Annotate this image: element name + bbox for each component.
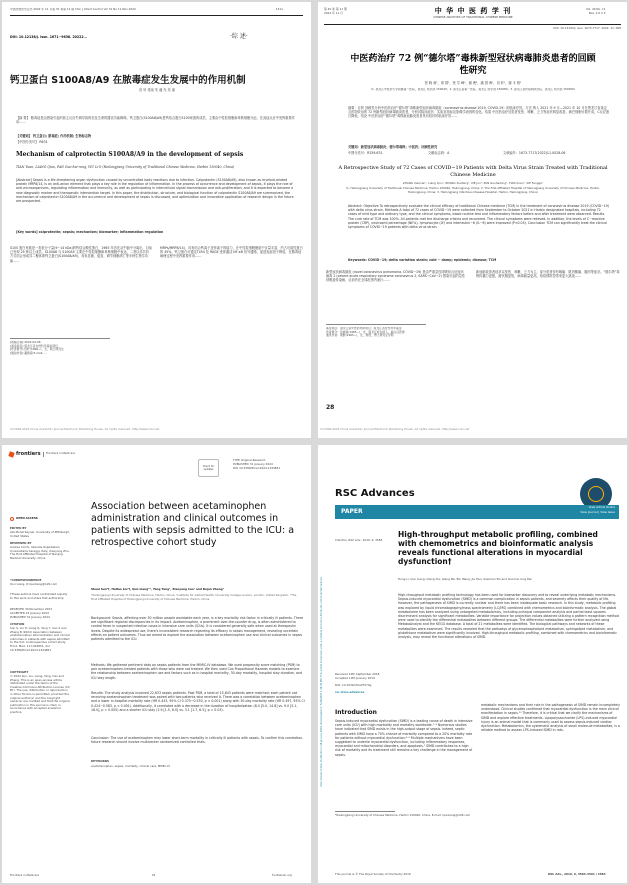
edited-by-label: EDITED BY [10, 526, 27, 530]
running-header-left: 中国急救医学杂志 2022 年 11 月第 31 卷第 11 期 Chin J Infect Control Vol 31 No 11 Nov 2022 [10, 8, 136, 11]
side-note-text: Open Access Article. Published on 28 January 2019. Downloaded on 5/26/2023 1:46:39 PM. This article is licensed under a Creative Commons Attribution 3.0 Unported Licence. [320, 576, 323, 787]
abstract-background: Background: Sepsis, affecting over 30 million people worldwide each year, is a key mortality risk factor in critically ill patients. There are significant regional discrepancies in its impact. Acetaminophen, a prominent over-the-counter drug, is often administered to control fever in suspected infection cases in intensive care units (ICUs). It is considered generally safe when used at therapeutic levels. Despite its widespread use, there's inconsistent research regarding its efficacy in sepsis management, revealing uncertain effects on patient outcomes. Thus we aimed to explore the association between acetaminophen use and clinical outcomes in sepsis patients admitted to the ICU. [91, 616, 304, 642]
open-access-icon [10, 517, 14, 521]
journal-name-en: CHINESE ARCHIVES OF TRADITIONAL CHINESE MEDICINE [433, 15, 513, 19]
received-date: RECEIVED 30 November 2023 [10, 607, 52, 611]
copyright-label: COPYRIGHT [10, 670, 29, 674]
reviewed-by-label: REVIEWED BY [10, 541, 32, 545]
running-header-right: · 1311 · [274, 7, 285, 11]
section-label: ·综 述· [230, 33, 248, 40]
citation-label: CITATION [10, 622, 25, 626]
open-access-side-note [320, 527, 327, 787]
body-column-left: 新型冠状病毒肺炎 (novel coronavirus pneumonia, COVID−19) 是由严重急性呼吸综合征冠状病毒 2 (severe acute respiratory syndrome coronavirus 2, SARS−CoV−2) 感染引起的急性呼吸道传染病，目前仍在全球范围内流行…… [326, 270, 466, 283]
keywords-label: KEYWORDS [91, 759, 110, 763]
doi: DOI: 10.12138/j. issn. 1671−9638. 20222... [10, 35, 88, 39]
title-cn: 钙卫蛋白 S100A8/A9 在脓毒症发生发展中的作用机制 [10, 75, 246, 86]
published-date-side: PUBLISHED 31 January 2024 [10, 615, 50, 619]
footnote: 基金项目：黑龙江省中医药科研项目；黑龙江省自然科学基金 作者简介：张晓南(1985−)，女，黑龙江哈尔滨人，副主任医师 通讯作者：梁群(1965−)，女，教授，博士研究生导师 [326, 327, 405, 338]
page-frontiers-acetaminophen [2, 445, 311, 883]
accepted-date: ACCEPTED 15 January 2024 [10, 611, 49, 615]
abstract-conclusion: Conclusion: The use of acetaminophen may lower short-term mortality in critically ill patients with sepsis. To confirm this correlation, future research should involve multicenter randomized controlled trials. [91, 736, 304, 745]
doi[interactable]: DOI: 10.1039/c8ra07570g [335, 683, 372, 687]
authors-en: TIAN Yuan, LIANG Qian, PAN Guo-hai-rong, WU Li-li (Heilongjiang University of Traditional Chinese Medicine, Harbin 150040, China) [16, 165, 235, 169]
intro-column-right: metabolic mechanisms and their role in the pathogenesis of SIMD remain incompletely understood. Clinical studies confirmed that myocardial dysfunction is the main clinical manifestation in sepsis.¹⁰ Therefore, it is critical that we clarify the mechanisms of SIMD and explore effective treatments. Lipopolysaccharide (LPS)-induced myocardial injury is an animal model that is commonly used to assess sepsis-induced cardiac dysfunction. Metabolomics, the systematic analysis of small molecule metabolites, is a reliable method to assess LPS-induced SIMD in rats. [481, 703, 620, 733]
title-en: A Retrospective Study of 72 Cases of COVID−19 Patients with Delta Virus Strain Treated with Traditional Chinese Medicine [338, 165, 608, 178]
journal-logo: RSC Advances [335, 488, 415, 499]
volume-issue-cn: 第 40 卷 第 11 期 2022 年 11 月 [324, 7, 347, 15]
doi: DOI: 10.13193/j. issn. 1673-7717. 2022. 11. 008 [553, 26, 621, 30]
keywords-cn: 关键词：新型冠状病毒肺炎；德尔塔毒株；中医药；回顾性研究 [348, 145, 438, 149]
footer-copyright: This journal is © The Royal Society of Chemistry 2019 [335, 872, 411, 876]
keywords-cn: 【关键词】 钙卫蛋白; 脓毒症; 作用机制; 生物标志物 [16, 134, 92, 138]
keywords-en: [Key words] calprotectin; sepsis; mechanism; biomarker; inflammation regulation [16, 230, 164, 234]
published-date: PUBLISHED 31 January 2024 [233, 462, 273, 466]
view-journal-link[interactable]: View Journal | View Issue [580, 510, 615, 514]
abstract: High-throughput metabolic profiling technology has been used for biomarker discovery and to reveal underlying metabolic mechanisms. Sepsis-induced myocardial dysfunction (SIMD) is a common complication in sepsis patients, and severely affects their quality of life. However, the pathogenesis of SIMD is currently unclear and there has been inadequate basic research. In this study, metabolic profiling was explored by liquid chromatography/mass spectrometry (LC/MS) combined with chemometrics and bioinformatic analysis. The global metabolome has been analyzed using untargeted metabolomics, including principal component analysis and partial least squares discriminant analysis for significant metabolites. Variable importance for projection values obtained utilizing a pattern recognition method were used to identify the differential metabolites between different groups. The differential metabolites were further analyzed using MetaboAnalyst and the KEGG database. A total of 21 metabolites were identified. The biological pathways and networks of these metabolites were examined. The results revealed that the pathways of glycerophospholipid metabolism, sphingolipid metabolism, and glutathione metabolism were significantly involved. High-throughput metabolic profiling, combined with chemometrics and bioinformatic analysis, may reveal the functional alterations of SIMD. [398, 593, 619, 640]
correspondence-label: *CORRESPONDENCE [10, 578, 42, 582]
body-column-right: 新冠肺炎患者症状以发热、咳嗽、乏力为主，部分患者伴有咽痛、肌肉酸痛、腹泻等症状。“德尔塔”毒株传播力更强，潜伏期更短，病毒载量更高，给疫情防控带来更大挑战…… [476, 270, 620, 279]
volume-issue-en: Vol. 40 No. 11 Nov. 2 0 2 2 [586, 7, 606, 15]
copyright-text: © 2024 Sun, Liu, Liang, Yang, Cao and Zheng. This is an open-access article distributed under the terms of the Creative Commons Attribution License (CC BY). The use, distribution or reproduction in other forums is permitted, provided the original author(s) and the copyright owner(s) are credited and that the original publication in this journal is cited, in accordance with accepted academic practice. [10, 675, 70, 714]
abstract-cn: 摘要：目的 回顾性分析中医药治疗“德尔塔”毒株新型冠状病毒肺炎（coronavirus disease 2019, COVID-19）的临床疗效。方法 纳入 2021 年 9 月—2021 年 10 月在黑龙江省某定点医院收治的 72 例新型冠状病毒肺炎患者，分析其临床症状、实验室指标及影像学表现的变化。结果 中医药治疗后患者发热、咳嗽、乏力等症状明显改善，淋巴细胞计数升高，C反应蛋白降低。结论 中医药治疗“德尔塔”毒株新冠肺炎患者具有较好的临床疗效…… [348, 106, 610, 119]
view-online-link[interactable]: View Article Online [588, 505, 615, 509]
logo-divider [43, 452, 44, 457]
introduction-heading: Introduction [335, 709, 377, 716]
received-date: Received 12th September 2018 [335, 672, 380, 676]
cite-this: Cite this: RSC Adv., 2019, 9, 3583 [335, 538, 383, 542]
abstract-en: Abstract: Objective To retrospectively evaluate the clinical efficacy of traditional Chinese medicine (TCM) in the treatment of coronavirus disease 2019 (COVID−19) with delta virus strain. Methods A total of 72 cases of COVID−19 were collected from September to October 2021 in Harbin designated hospitals, including 72 cases of mild type and ordinary type, and the clinical symptoms, blood routine test and inflammatory factors before and after treatment were observed. Results The cure rate of TCM was 100%. All patients met the discharge criteria and recovered. The clinical symptoms were relieved. In addition, the levels of C−reactive protein (CRP), neutrophil percentage (NE%), lymphocyte (LY) and interleukin−6 (IL−6) were improved (P<0.05). Conclusion TCM can significantly treat the clinical symptoms of COVID−19 patients with delta virus strain. [348, 204, 609, 230]
footnote-rule [10, 338, 110, 339]
authors-cn: 田 轩 梁前 朱 潘 光 吴 丽 [139, 88, 175, 92]
copyright-line: (C)1994-2022 China Academic Journal Electronic Publishing House. All rights reserved. http://www.cnki.net [10, 428, 160, 431]
abstract-results: Results: The study analysis involved 22,633 sepsis patients. Post PSM, a total of 15,843 patients were matched; each patient not receiving acetaminophen treatment was paired with two patients who received it. There was a correlation between acetaminophen and a lower in-hospital mortality rate (HR 0.443, 95% CI 0.375−0.530, p < 0.001) along with 30-day mortality rate (HR 0.497, 95% CI 0.424−0.583, p < 0.001). Additionally, it correlated with a decrease in the duration of hospitalization (8.4 [5.0, 14.8] vs. 9.0 [5.1, 16.0], p = 0.005) and a shorter ICU stay (2.9 [1.5, 6.0] vs. 3.1 [1.7, 6.5]; p = 0.03). [91, 691, 305, 712]
journal-name-cn: 中 华 中 医 药 学 刊 [434, 6, 512, 15]
paper-label: PAPER [341, 508, 363, 515]
footer-journal: Frontiers in Medicine [10, 873, 40, 877]
journal-url[interactable]: rsc.li/rsc-advances [335, 690, 365, 694]
page-delta-covid-study [318, 2, 627, 438]
article-title: Association between acetaminophen administration and clinical outcomes in patients with sepsis admitted to the ICU: a retrospective cohort study [91, 501, 295, 548]
check-updates-label: Check for updates [202, 465, 215, 471]
header-rule [324, 24, 621, 25]
frontiers-logo-icon [8, 451, 14, 457]
citation: Sun S, Liu H, Liang Q, Yang Y, Cao X and Zheng B (2024) Association between acetaminophen administration and clinical outcomes in patients with sepsis admitted to the ICU: a retrospective cohort study. Front. Med. 11:1344851. doi: 10.3389/fmed.2024.1344851 [10, 627, 70, 652]
title-en: Mechanism of calprotectin S100A8/A9 in the development of sepsis [16, 151, 244, 158]
reviewed-by: Andrea Cicchi, Azienda Ospedaliero Universitaria Careggi, Italy; Xiaoyong Zhu, The First Affiliated Hospital of Nanjing Medical University, China [10, 546, 70, 560]
footnote: [收稿日期] 2022-04-06 [基金项目] 黑龙江省自然科学基金项目 [作者简介] 田轩(1996−)，女，硕士研究生 [通信作者] 潘国海 E-mail: ... [10, 341, 64, 355]
article-number: 文章编号：1673-7717(2022)11-0028-06 [503, 151, 566, 155]
article-title: High-throughput metabolic profiling, combined with chemometrics and bioinformatic analysis reveals functional alterations in myocardial dysfunction† [398, 530, 598, 566]
authors: Shuai Sun¹†, Haitao Liu²†, Qun Liang³*, Yang Yang¹, Xiaoyang Cao¹ and Bojun Zheng¹ [91, 588, 225, 591]
abstract-methods: Methods: We gathered pertinent data on sepsis patients from the MIMIC-IV database. We used propensity score matching (PSM) to pair acetaminophen-treated patients with those who were not treated. We then used Cox Proportional Hazards models to examine the relationship between acetaminophen use and factors such as in-hospital mortality, 30-day mortality, hospital stay duration, and ICU stay length. [91, 663, 303, 680]
open-access-label: OPEN ACCESS [16, 516, 38, 520]
authors-en: ZHANG Xiaonan¹, Liang Qun¹, ZHANG Xuefeng², XIE Jun³, PAN Guohaixing¹, TIAN Xuan¹, XIE Fengge¹ [402, 182, 544, 185]
correspondence[interactable]: Qun Liang, ✉ lqunliang@126.com [10, 583, 58, 586]
publisher-logo: frontiers [16, 451, 41, 457]
doi-link[interactable]: DOI 10.3389/fmed.2024.1344851 [233, 466, 281, 470]
footnote-rule [326, 324, 426, 325]
edited-by: Ata Murat Kaynar, University of Pittsburgh, United States [10, 531, 70, 538]
abstract-cn: 【摘 要】 脓毒症是由感染引起的宿主反应失调导致的危及生命的器官功能障碍。钙卫蛋白(S100A8/A9)是钙结合蛋白S100家族的成员，主要由中性粒细胞和单核细胞分泌，在炎症反应中发挥重要作用…… [16, 116, 295, 125]
footer-citation: RSC Adv., 2019, 9, 3583–3591 | 3583 [548, 872, 606, 876]
affiliation-en: (1. Heilongjiang University of Traditional Chinese Medicine, Harbin 150040, Heilongjiang, China; 2. The First Affiliated Hospital of Heilongjiang University of Chinese Medicine, Harbin, Heilongjiang, China; 3. Heilongjiang Infectious Disease Hospital, Harbin, Heilongjiang, China) [345, 187, 601, 194]
body-column-left: S100 蛋白家族是一类低分子量(9~14 kDa)的钙结合酸性蛋白，1965 年首先从牛脑中分离出，目前已发现 25 种以上成员。S100A8 与 S100A9 主要在中性粒细胞和单核细胞中表达，二者以非共价方式结合形成异二聚体即钙卫蛋白(S100A8/A9)，具有抗菌、促炎、调节细胞凋亡等多种生物学功能…… [10, 246, 152, 263]
affiliation-footnote: ᵃHeilongjiang University of Chinese Medicine, Harbin 150040, China. E-mail: lqunliang@126.com [335, 814, 471, 817]
copyright-line: (C)1994-2022 China Academic Journal Electronic Publishing House. All rights reserved. http://www.cnki.net [320, 428, 470, 431]
authors-cn: 张 晓 南¹，梁 群¹，张 学 峰²，谢 俊³，潘 国 海¹，田 轩¹，谢 丰 格¹ [424, 81, 522, 85]
affiliation-cn: (1. 黑龙江中医药大学附属第一医院，黑龙江 哈尔滨 150040；2. 黑龙江省第一医院，黑龙江 哈尔滨 150080；3. 黑龙江省传染病防治院，黑龙江 哈尔滨 150050) [370, 88, 576, 91]
doc-code: 文献标志码：A [428, 151, 450, 155]
footer-site[interactable]: frontiersin.org [272, 873, 292, 877]
title-cn: 中医药治疗 72 例“德尔塔”毒株新型冠状病毒肺炎患者的回顾性研究 [350, 54, 596, 76]
authors: Hong Li, Qun Liang, Qiang Xia, Qiang Pei, Bin Wang, Jie Han, Xiaoman Shi and Guo-hai-rong Pan [398, 578, 533, 581]
page-calprotectin-review [2, 2, 311, 438]
footer-page-number: 01 [152, 873, 156, 877]
page-rsc-metabolic-profiling [318, 445, 627, 883]
article-type: TYPE Original Research [233, 458, 266, 462]
journal-name: Frontiers in Medicine [46, 451, 76, 455]
abstract-en: [Abstract] Sepsis is a life-threatening organ dysfunction caused by uncontrolled body reactions due to infection. Calprotectin (S100A8/A9), also known as myeloid-related protein MRP8/14, is an anti-anion element that plays a key role in the regulation of inflammation. In the process of occurrence and development of sepsis, it plays the role of anti-microorganisms, regulating inflammation and immunity, as well as participating in intercellular signal transmission and anti-proliferation, and it is expected to become a new diagnostic marker and therapeutic intervention target. In this paper, the distribution, structure, and biological function of calprotectin S100A8/A9 are summarized, the mechanism of calprotectin S100A8/A9 in the occurrence and development of sepsis is discussed, and optimization and innovative application of research design in the future are prospected. [16, 178, 294, 204]
paper-banner [335, 505, 619, 519]
page-number: 28 [326, 404, 335, 411]
intro-column-left: Sepsis-induced myocardial dysfunction (SIMD) is a leading cause of death in intensive care units (ICU) with high morbidity and mortality worldwide.¹⁻³ Numerous studies have indicated that SIMD exists in the high-output stage of sepsis. Indeed, septic patients with SIMD have a 70% chance of mortality compared to a 20% mortality rate for patients without myocardial dysfunction.⁴⁻⁶ Multiple mechanisms have been suggested to underlie myocardial dysfunction, including inflammatory responses, myocardial and mitochondrial disorders, and apoptosis.⁷ SIMD contributes to a high risk of mortality and its treatment still remains a key challenge in the management of sepsis. [335, 719, 473, 757]
clc-cn: 中图分类号：R259.631 [348, 151, 383, 155]
keywords: acetaminophen, sepsis, mortality, clinical care, MIMIC-IV [91, 764, 171, 768]
footnote-rule [335, 811, 395, 812]
clc-cn: 【中图分类号】 R631 [16, 140, 48, 144]
body-column-right: MRPs/MRP8/14)，具有结合钙离子及锌离子的能力，在中性粒细胞胞质中含量丰富，约占可溶性蛋白的 45%。钙卫蛋白可通过TLR4 及 RAGE 受体激活 NF-κB 信号通路，促进炎症因子释放，在脓毒症病理过程中发挥重要作用…… [160, 246, 303, 259]
keywords-en: Keywords: COVID−19; delta variation strain; cold − damp; epidemic; disease; TCM [348, 258, 497, 262]
check-updates-button[interactable] [198, 459, 219, 477]
header-rule [10, 15, 303, 16]
affiliations: ¹Heilongjiang University of Chinese Medicine, Harbin, China, ²Institute for Global Health, University College London, London, United Kingdom, ³The First Affiliated Hospital of Heilongjiang University of Chinese Medicine, Harbin, China [91, 594, 297, 601]
accepted-date: Accepted 10th January 2019 [335, 676, 375, 680]
equal-contribution-note: †These authors have contributed equally to this work and share first authorship [10, 593, 68, 600]
